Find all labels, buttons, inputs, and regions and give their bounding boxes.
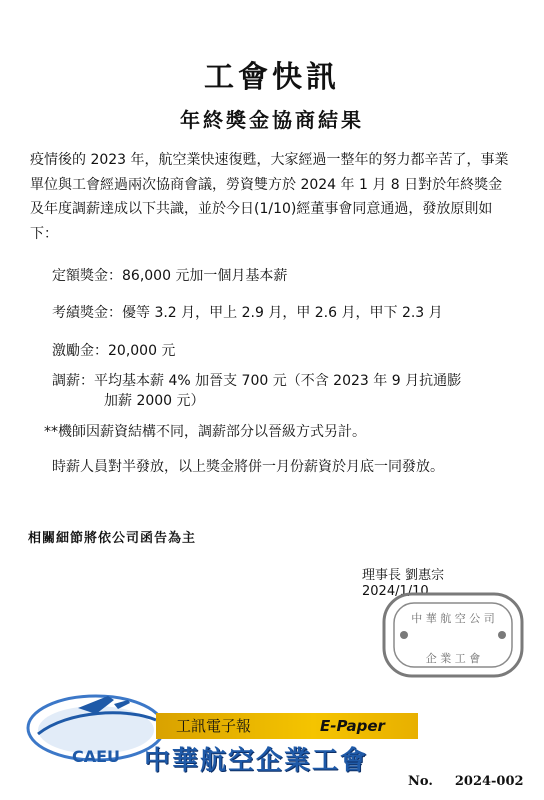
- signature-date: 2024/1/10: [362, 584, 429, 599]
- performance-bonus-item: 考績獎金：優等 3.2 月，甲上 2.9 月，甲 2.6 月，甲下 2.3 月: [52, 305, 443, 321]
- incentive-item: 激勵金：20,000 元: [52, 343, 176, 359]
- issue-number: [408, 774, 524, 789]
- fixed-bonus-item: 定額獎金：86,000 元加一個月基本薪: [52, 268, 288, 284]
- page-subtitle: 年終獎金協商結果: [180, 108, 364, 132]
- banner-bar-text: 工訊電子報: [176, 717, 252, 735]
- svg-text:企 業 工 會: 企 業 工 會: [425, 652, 481, 665]
- issue-value: 2024-002: [454, 774, 524, 789]
- issue-label: No.: [408, 774, 433, 789]
- details-note: 相關細節將依公司函告為主: [28, 531, 197, 546]
- hourly-staff-note: 時薪人員對半發放，以上獎金將併一月份薪資於月底一同發放。: [52, 459, 444, 475]
- raise-item-continued: 加薪 2000 元）: [104, 393, 205, 409]
- svg-text:中 華 航 空 公 司: 中 華 航 空 公 司: [411, 612, 495, 625]
- pilot-note: **機師因薪資結構不同，調薪部分以晉級方式另計。: [44, 424, 366, 440]
- union-seal-stamp: [380, 590, 526, 680]
- banner-bar-text-en: E-Paper: [320, 717, 385, 735]
- logo-text: CAEU: [72, 747, 121, 766]
- raise-item: 調薪：平均基本薪 4% 加晉支 700 元（不含 2023 年 9 月抗通膨: [52, 373, 462, 389]
- page-title: 工會快訊: [204, 60, 340, 95]
- intro-paragraph: 疫情後的 2023 年，航空業快速復甦，大家經過一整年的努力都辛苦了，事業單位與工會經過兩次協商會議，勞資雙方於 2024 年 1 月 8 日對於年終獎金及年度調薪達成以下共識，並於今日(1/10)經董事會同意通過，發放原則如下：: [30, 152, 509, 242]
- signature-name: 理事長 劉惠宗: [362, 568, 445, 583]
- company-name: 中華航空企業工會: [144, 746, 369, 776]
